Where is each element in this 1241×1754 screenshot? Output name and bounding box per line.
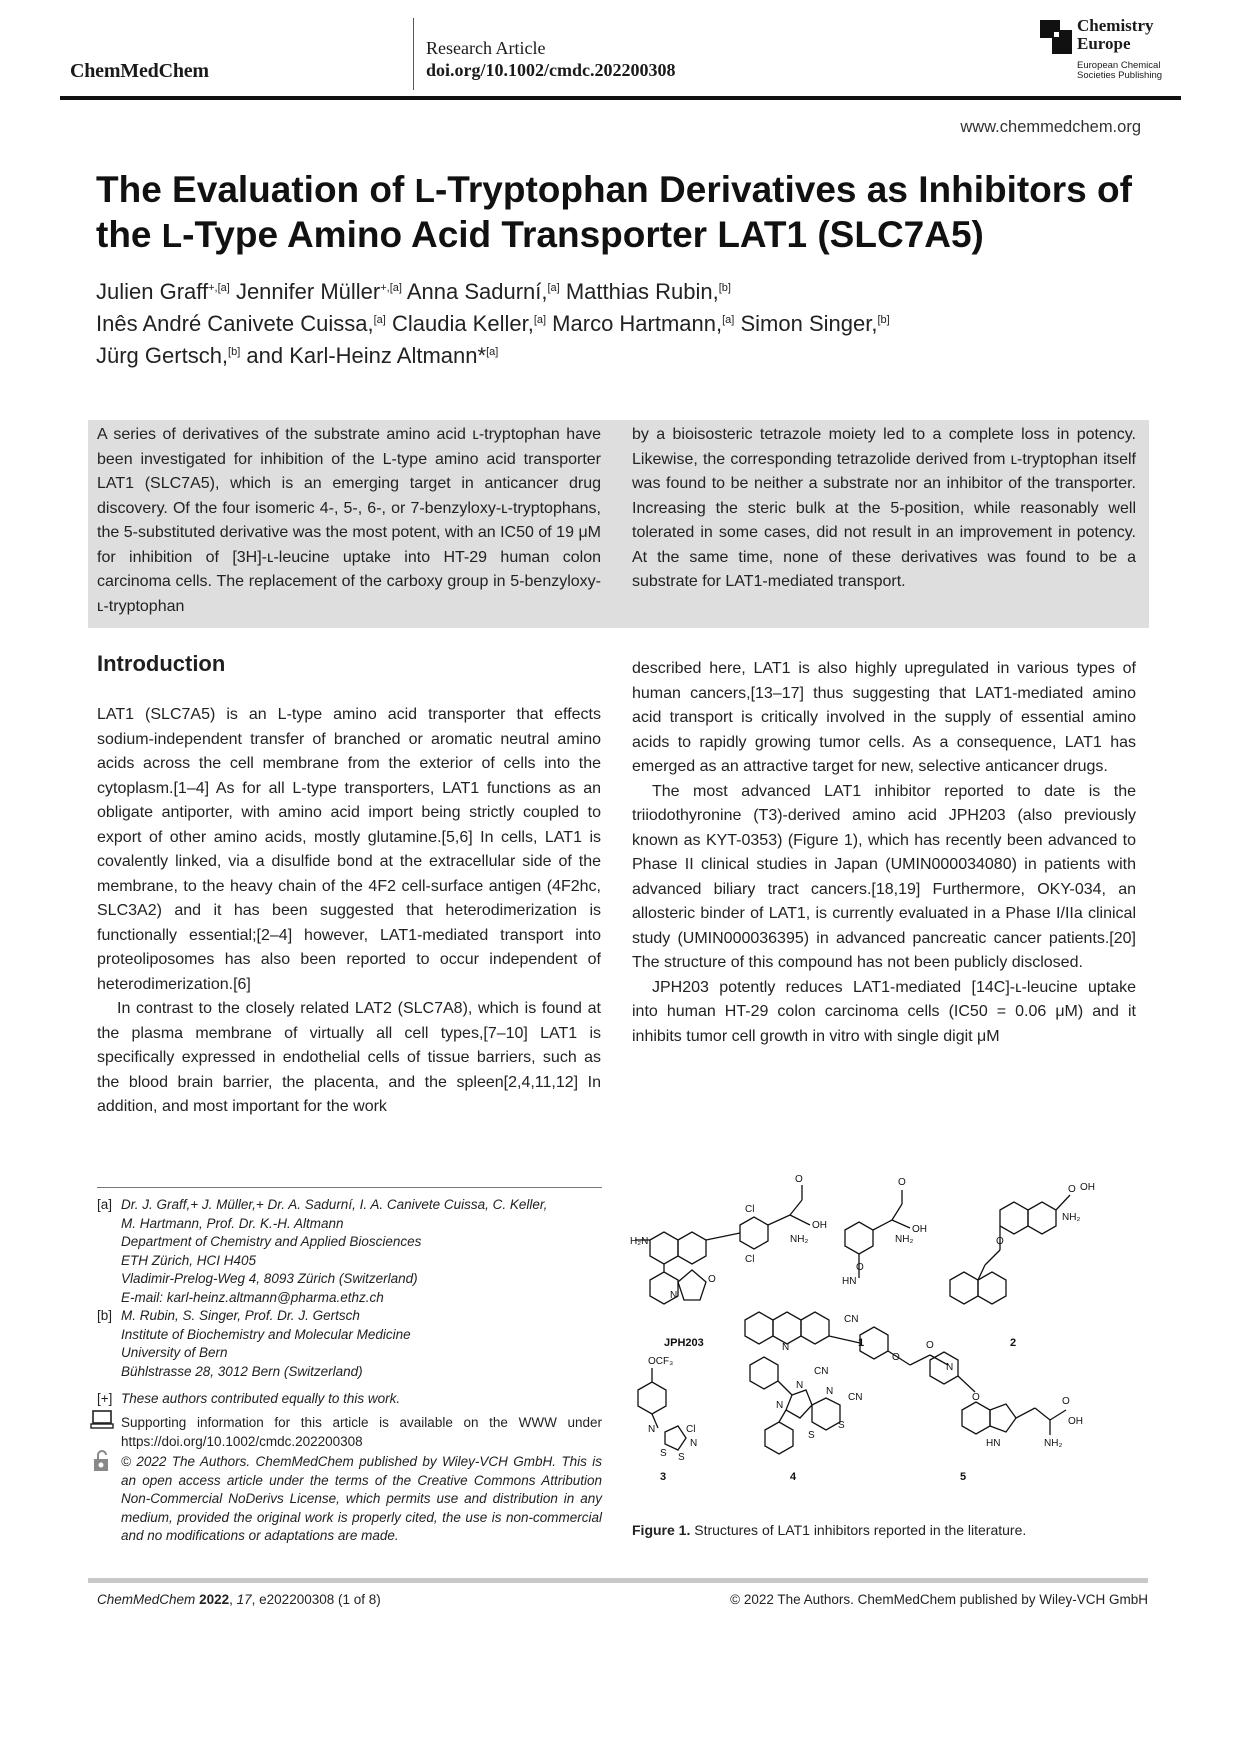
equal-contribution-note: These authors contributed equally to this work. [121, 1391, 401, 1406]
svg-text:OH: OH [912, 1224, 927, 1235]
abstract-text-right: by a bioisosteric tetrazole moiety led to a complete loss in potency. Likewise, the corresponding tetrazolide derived from ʟ-tryptophan itself was found to be neither a substrate nor an inhibitor of the transporter. Increasing the steric bulk at the 5-position, while reasonably well tolerated in some cases, did not result in an improvement in potency. At the same time, none of these derivatives was found to be a substrate for LAT1-mediated transport. [632, 426, 1136, 590]
svg-text:OH: OH [1068, 1416, 1083, 1427]
journal-website-link[interactable]: www.chemmedchem.org [960, 118, 1141, 136]
publisher-name-line1: Chemistry [1077, 16, 1154, 35]
label-1: 1 [858, 1337, 865, 1349]
paragraph: described here, LAT1 is also highly upregulated in various types of human cancers,[13–17] thus suggesting that LAT1-mediated amino acid transport is critically involved in the supply of essential amino acids to rapidly growing tumor cells. As a consequence, LAT1 has emerged as an attractive target for new, selective anticancer drugs. [632, 660, 1136, 775]
svg-text:N: N [826, 1386, 834, 1397]
svg-text:O: O [1068, 1184, 1076, 1195]
paragraph: The most advanced LAT1 inhibitor reported to date is the triiodothyronine (T3)-derived amino acid JPH203 (also previously known as KYT-0353) (Figure 1), which has recently been advanced to Phase II clinical studies in Japan (UMIN000034080) in patients with advanced biliary tract cancers.[18,19] Furthermore, OKY-034, an allosteric binder of LAT1, is currently evaluated in a Phase I/IIa clinical study (UMIN000036395) in advanced pancreatic cancer patients.[20] The structure of this compound has not been publicly disclosed. [632, 782, 1136, 971]
svg-text:S: S [838, 1420, 845, 1431]
label-5: 5 [960, 1471, 967, 1483]
author-name[interactable]: Claudia Keller, [385, 311, 534, 336]
svg-text:N: N [648, 1424, 656, 1435]
svg-text:N: N [946, 1362, 954, 1373]
affiliation-label-b: [b] [97, 1308, 113, 1323]
svg-text:N: N [776, 1400, 784, 1411]
paragraph: LAT1 (SLC7A5) is an L-type amino acid transporter that effects sodium-independent transfer of branched or aromatic neutral amino acids across the cell membrane from the exterior of cells into the cytoplasm.[1–4] As for all L-type transporters, LAT1 functions as an obligate antiporter, with amino acid import being strictly coupled to export of other amino acids, mostly glutamine.[5,6] In cells, LAT1 is covalently linked, via a disulfide bond at the extracellular side of the membrane, to the heavy chain of the 4F2 cell-surface antigen (4F2hc, SLC3A2) and it has been suggested that heterodimerization is functionally essential;[2–4] however, LAT1-mediated transport into proteoliposomes has also been reported to occur independent of heterodimerization.[6] [97, 706, 601, 993]
svg-text:O: O [708, 1274, 716, 1285]
footer-copyright: © 2022 The Authors. ChemMedChem published by Wiley-VCH GmbH [730, 1592, 1148, 1607]
author-name[interactable]: Inês André Canivete Cuissa, [96, 311, 374, 336]
footer-rule [88, 1578, 1148, 1583]
computer-icon [90, 1410, 114, 1430]
svg-text:Cl: Cl [745, 1204, 755, 1215]
structure-jph203 [635, 1185, 810, 1304]
publisher-sub-line2: Societies Publishing [1077, 70, 1163, 81]
open-access-icon [92, 1450, 112, 1472]
svg-text:O: O [898, 1177, 906, 1188]
svg-text:NH₂: NH₂ [790, 1234, 809, 1245]
affiliation-rule [97, 1187, 602, 1188]
svg-text:O: O [996, 1236, 1004, 1247]
label-3: 3 [660, 1471, 667, 1483]
body-left-column [97, 703, 601, 1120]
svg-text:HN: HN [986, 1438, 1001, 1449]
svg-text:N: N [782, 1342, 790, 1353]
footer-citation: ChemMedChem 2022, 17, e202200308 (1 of 8) [97, 1592, 381, 1607]
article-type: Research Article [426, 38, 546, 58]
affiliation-label-a: [a] [97, 1197, 113, 1212]
svg-text:CN: CN [814, 1366, 829, 1377]
author-line-1: Julien Graff$^{+,[a]}$ Jennifer Müller$^{+,[a]}$ Anna Sadurní,[a] Matthias Rubin,[b] [96, 279, 731, 304]
paragraph: JPH203 potently reduces LAT1-mediated [14C]-ʟ-leucine uptake into human HT-29 colon carcinoma cells (IC50 = 0.06 μM) and it inhibits tumor cell growth in vitro with single digit μM [632, 978, 1136, 1045]
label-jph203: JPH203 [664, 1337, 704, 1349]
equal-contribution-label: [+] [97, 1391, 113, 1406]
author-name[interactable]: Jennifer Müller [229, 279, 381, 304]
svg-text:NH₂: NH₂ [1062, 1212, 1081, 1223]
affiliation-b: M. Rubin, S. Singer, Prof. Dr. J. Gertsch Institute of Biochemistry and Molecular Medicine University of Bern Bühlstrasse 28, 3012 Bern (Switzerland) [121, 1308, 411, 1379]
svg-text:S: S [808, 1430, 815, 1441]
svg-text:NH₂: NH₂ [1044, 1438, 1063, 1449]
abstract-right-column [632, 423, 1136, 595]
svg-text:OCF₃: OCF₃ [648, 1356, 674, 1367]
figure-caption: Figure 1. Structures of LAT1 inhibitors reported in the literature. [632, 1522, 1027, 1538]
svg-text:S: S [660, 1448, 667, 1459]
svg-text:O: O [795, 1174, 803, 1185]
svg-text:NH₂: NH₂ [895, 1234, 914, 1245]
svg-text:OH: OH [1080, 1182, 1095, 1193]
svg-text:CN: CN [844, 1314, 859, 1325]
label-4: 4 [790, 1471, 797, 1483]
author-name[interactable]: and Karl-Heinz Altmann* [240, 343, 487, 368]
author-name[interactable]: Matthias Rubin, [559, 279, 719, 304]
author-name[interactable]: Julien Graff [96, 279, 209, 304]
svg-text:N: N [690, 1438, 698, 1449]
structure-2 [950, 1195, 1070, 1304]
abstract-left-column [97, 423, 601, 619]
svg-text:S: S [678, 1452, 685, 1463]
supporting-information-note[interactable]: Supporting information for this article is available on the WWW under https://doi.org/10.1002/cmdc.202200308 [121, 1415, 602, 1449]
publisher-name-line2: Europe [1077, 34, 1131, 53]
abstract-text-left: A series of derivatives of the substrate amino acid ʟ-tryptophan have been investigated for inhibition of the L-type amino acid transporter LAT1 (SLC7A5), which is an emerging target in anticancer drug discovery. Of the four isomeric 4-, 5-, 6-, or 7-benzyloxy-ʟ-tryptophans, the 5-substituted derivative was the most potent, with an IC50 of 19 μM for inhibition of [3H]-ʟ-leucine uptake into HT-29 human colon carcinoma cells. The replacement of the carboxy group in 5-benzyloxy-ʟ-tryptophan [97, 426, 601, 615]
author-name[interactable]: Marco Hartmann, [546, 311, 723, 336]
structure-3 [638, 1368, 686, 1450]
author-line-2: Inês André Canivete Cuissa,[a] Claudia Keller,[a] Marco Hartmann,[a] Simon Singer,[b] [96, 311, 890, 336]
chemistry-europe-logo-icon [1040, 20, 1072, 54]
paragraph: In contrast to the closely related LAT2 (SLC7A8), which is found at the plasma membrane of virtually all cell types,[7–10] LAT1 is specifically expressed in endothelial cells of tissue barriers, such as the blood brain barrier, the placenta, and the spleen[2,4,11,12] In addition, and most important for the work [97, 1000, 601, 1115]
svg-text:N: N [670, 1290, 678, 1301]
author-name[interactable]: Jürg Gertsch, [96, 343, 229, 368]
doi-link[interactable]: doi.org/10.1002/cmdc.202200308 [426, 60, 676, 80]
svg-text:Cl: Cl [745, 1254, 755, 1265]
author-name[interactable]: Anna Sadurní, [401, 279, 548, 304]
publisher-sub-line1: European Chemical [1077, 60, 1161, 71]
journal-name: ChemMedChem [70, 60, 209, 82]
svg-text:O: O [972, 1392, 980, 1403]
header-rule [60, 96, 1181, 100]
header-divider [413, 18, 414, 90]
author-name[interactable]: Simon Singer, [734, 311, 878, 336]
figure-1-structures [630, 1170, 1150, 1490]
email-link[interactable]: E-mail: karl-heinz.altmann@pharma.ethz.ch [121, 1289, 384, 1305]
svg-text:N: N [796, 1380, 804, 1391]
svg-text:H₂N: H₂N [630, 1236, 649, 1247]
author-line-3: Jürg Gertsch,[b] and Karl-Heinz Altmann*[a] [96, 343, 499, 368]
label-2: 2 [1010, 1337, 1017, 1349]
svg-text:HN: HN [842, 1276, 857, 1287]
affiliation-a: Dr. J. Graff,+ J. Müller,+ Dr. A. Sadurní, I. A. Canivete Cuissa, C. Keller, M. Hartmann, Prof. Dr. K.-H. Altmann Department of Chemistry and Applied Biosciences ETH Zürich, HCI H405 Vladimir-Prelog-Weg 4, 8093 Zürich (Switzerland) E-mail: karl-heinz.altmann@pharma.ethz.ch [121, 1196, 547, 1307]
svg-text:OH: OH [812, 1220, 827, 1231]
license-note: © 2022 The Authors. ChemMedChem published by Wiley-VCH GmbH. This is an open access article under the terms of the Creative Commons Attribution Non-Commercial NoDerivs License, which permits use and distribution in any medium, provided the original work is properly cited, the use is non-commercial and no modifications or adaptations are made. [121, 1454, 602, 1543]
svg-text:O: O [856, 1262, 864, 1273]
svg-text:CN: CN [848, 1392, 863, 1403]
body-right-column [632, 657, 1136, 1049]
svg-text:Cl: Cl [686, 1424, 696, 1435]
section-heading-introduction: Introduction [97, 651, 226, 676]
svg-text:O: O [926, 1340, 934, 1351]
svg-text:O: O [1062, 1396, 1070, 1407]
svg-text:O: O [892, 1352, 900, 1363]
article-title: The Evaluation of L-Tryptophan Derivatives as Inhibitors of the L-Type Amino Acid Transporter LAT1 (SLC7A5) [96, 169, 1132, 255]
